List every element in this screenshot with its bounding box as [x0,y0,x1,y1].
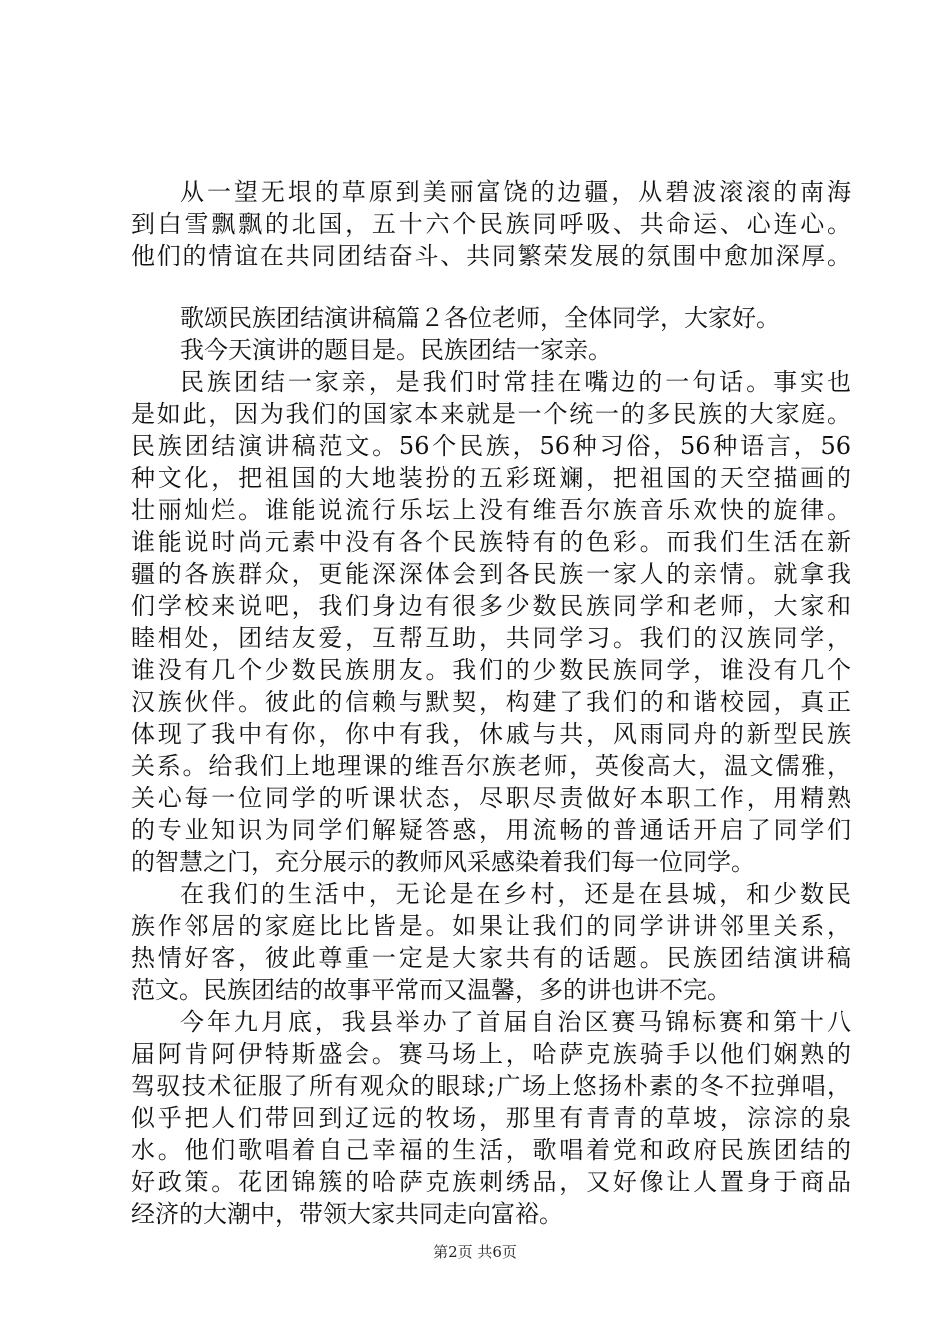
text-line: 热情好客，彼此尊重一定是大家共有的话题。民族团结演讲稿 [131,944,851,972]
text-line: 民族团结一家亲，是我们时常挂在嘴边的一句话。事实也 [180,368,851,396]
text-line: 经济的大潮中，带领大家共同走向富裕。 [131,1200,563,1228]
text-line: 在我们的生活中，无论是在乡村，还是在县城，和少数民 [180,880,851,908]
text-line: 族作邻居的家庭比比皆是。如果让我们的同学讲讲邻里关系， [131,912,851,940]
text-line: 的专业知识为同学们解疑答惑，用流畅的普通话开启了同学们 [131,816,851,844]
text-line: 到白雪飘飘的北国，五十六个民族同呼吸、共命运、心连心。 [131,210,851,238]
text-line: 体现了我中有你，你中有我，休戚与共，风雨同舟的新型民族 [131,720,851,748]
text-line: 种文化，把祖国的大地装扮的五彩斑斓，把祖国的天空描画的 [131,464,851,492]
text-line: 的智慧之门，充分展示的教师风采感染着我们每一位同学。 [131,848,755,876]
text-line: 汉族伙伴。彼此的信赖与默契，构建了我们的和谐校园，真正 [131,688,851,716]
page-footer: 第2页 共6页 [433,1243,517,1261]
text-line: 是如此，因为我们的国家本来就是一个统一的多民族的大家庭。 [131,400,851,428]
text-line: 睦相处，团结友爱，互帮互助，共同学习。我们的汉族同学， [131,624,851,652]
text-line: 关心每一位同学的听课状态，尽职尽责做好本职工作，用精熟 [131,784,851,812]
text-line: 疆的各族群众，更能深深体会到各民族一家人的亲情。就拿我 [131,560,851,588]
text-line: 壮丽灿烂。谁能说流行乐坛上没有维吾尔族音乐欢快的旋律。 [131,496,851,524]
text-line: 谁能说时尚元素中没有各个民族特有的色彩。而我们生活在新 [131,528,851,556]
text-line: 从一望无垠的草原到美丽富饶的边疆，从碧波滚滚的南海 [180,178,851,206]
text-line: 好政策。花团锦簇的哈萨克族刺绣品，又好像让人置身于商品 [131,1168,851,1196]
text-line: 民族团结演讲稿范文。56个民族，56种习俗，56种语言，56 [131,432,851,460]
text-line: 似乎把人们带回到辽远的牧场，那里有青青的草坡，淙淙的泉 [131,1104,851,1132]
text-line: 们学校来说吧，我们身边有很多少数民族同学和老师，大家和 [131,592,851,620]
text-line: 谁没有几个少数民族朋友。我们的少数民族同学，谁没有几个 [131,656,851,684]
text-line: 我今天演讲的题目是。民族团结一家亲。 [180,336,612,364]
text-line: 今年九月底，我县举办了首届自治区赛马锦标赛和第十八 [180,1008,851,1036]
text-line: 关系。给我们上地理课的维吾尔族老师，英俊高大，温文儒雅， [131,752,851,780]
text-line: 歌颂民族团结演讲稿篇２各位老师，全体同学，大家好。 [180,304,780,332]
text-line: 水。他们歌唱着自己幸福的生活，歌唱着党和政府民族团结的 [131,1136,851,1164]
text-line: 驾驭技术征服了所有观众的眼球;广场上悠扬朴素的冬不拉弹唱， [131,1072,851,1100]
text-line: 范文。民族团结的故事平常而又温馨，多的讲也讲不完。 [131,976,731,1004]
text-line: 他们的情谊在共同团结奋斗、共同繁荣发展的氛围中愈加深厚。 [131,242,851,270]
text-line: 届阿肯阿伊特斯盛会。赛马场上，哈萨克族骑手以他们娴熟的 [131,1040,851,1068]
